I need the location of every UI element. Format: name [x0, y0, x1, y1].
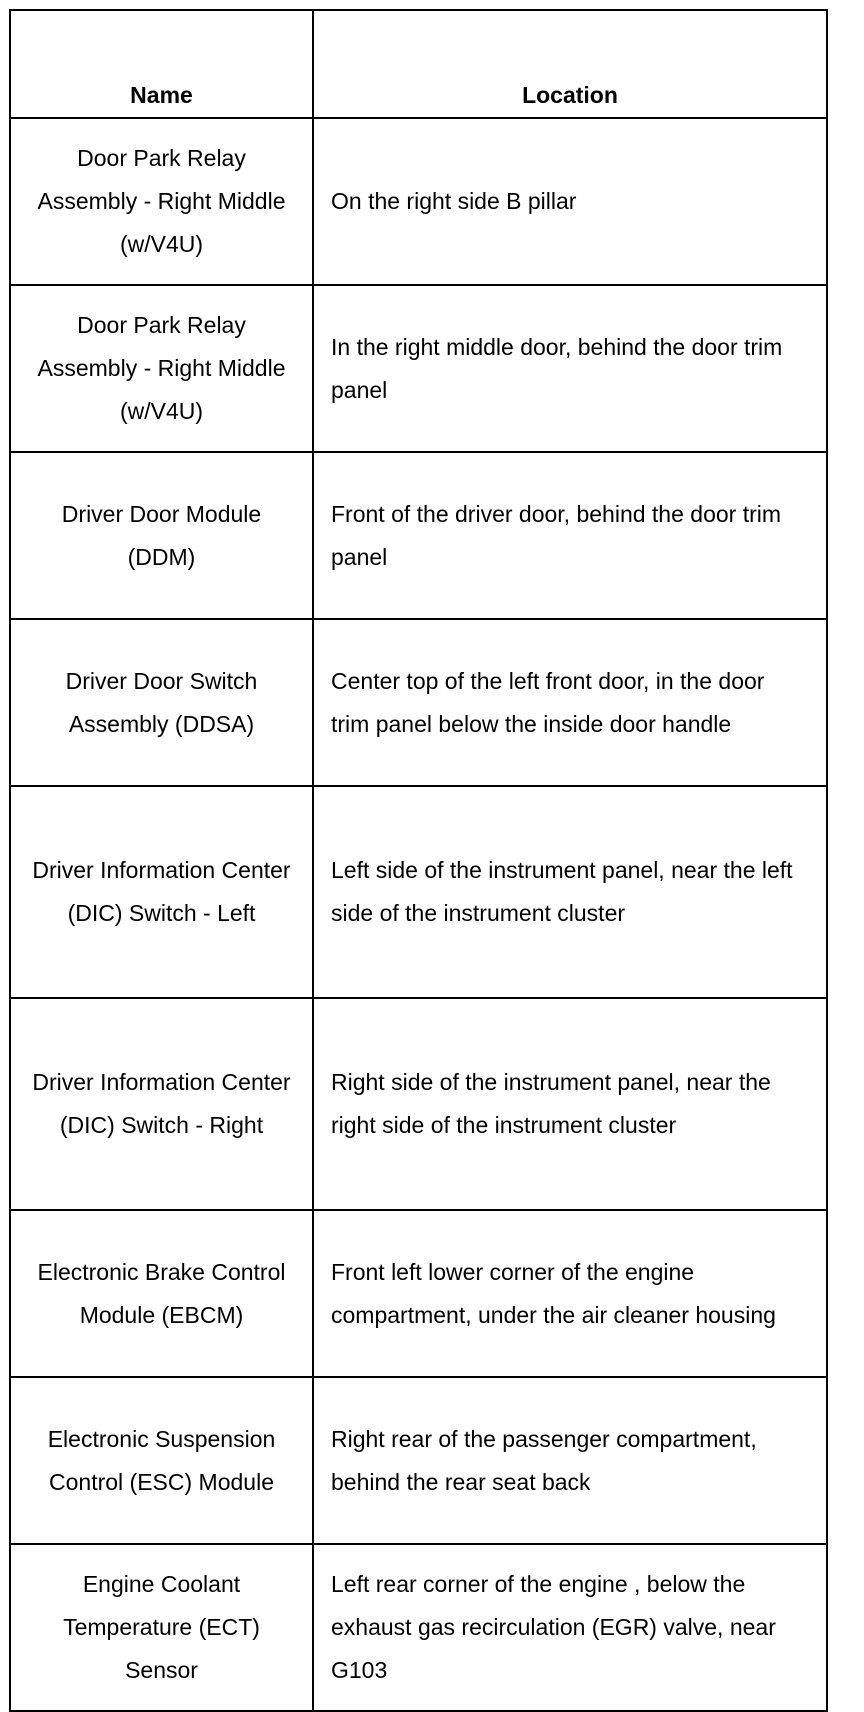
component-location: On the right side B pillar	[313, 118, 827, 285]
component-location: Center top of the left front door, in the door trim panel below the inside door handle	[313, 619, 827, 786]
table-header-row	[10, 10, 827, 118]
table-row	[10, 285, 827, 452]
component-location: Left rear corner of the engine , below the exhaust gas recirculation (EGR) valve, near G103	[313, 1544, 827, 1711]
component-location: Front left lower corner of the engine compartment, under the air cleaner housing	[313, 1210, 827, 1377]
component-name: Driver Information Center (DIC) Switch - Right	[10, 998, 313, 1210]
table-row	[10, 998, 827, 1210]
table-row	[10, 619, 827, 786]
component-location: In the right middle door, behind the door trim panel	[313, 285, 827, 452]
component-location: Right side of the instrument panel, near the right side of the instrument cluster	[313, 998, 827, 1210]
component-name: Driver Door Module (DDM)	[10, 452, 313, 619]
component-location: Front of the driver door, behind the door trim panel	[313, 452, 827, 619]
table-row	[10, 1210, 827, 1377]
component-name: Engine Coolant Temperature (ECT) Sensor	[10, 1544, 313, 1711]
component-location-table	[9, 9, 828, 1712]
component-location: Left side of the instrument panel, near the left side of the instrument cluster	[313, 786, 827, 998]
table-row	[10, 452, 827, 619]
component-name: Door Park Relay Assembly - Right Middle (w/V4U)	[10, 118, 313, 285]
component-name: Electronic Suspension Control (ESC) Module	[10, 1377, 313, 1544]
component-name: Door Park Relay Assembly - Right Middle (w/V4U)	[10, 285, 313, 452]
column-header-name: Name	[10, 10, 313, 118]
component-name: Driver Door Switch Assembly (DDSA)	[10, 619, 313, 786]
component-name: Driver Information Center (DIC) Switch - Left	[10, 786, 313, 998]
component-location: Right rear of the passenger compartment, behind the rear seat back	[313, 1377, 827, 1544]
component-name: Electronic Brake Control Module (EBCM)	[10, 1210, 313, 1377]
table-row	[10, 118, 827, 285]
table-row	[10, 1377, 827, 1544]
column-header-location: Location	[313, 10, 827, 118]
table-row	[10, 1544, 827, 1711]
table-row	[10, 786, 827, 998]
